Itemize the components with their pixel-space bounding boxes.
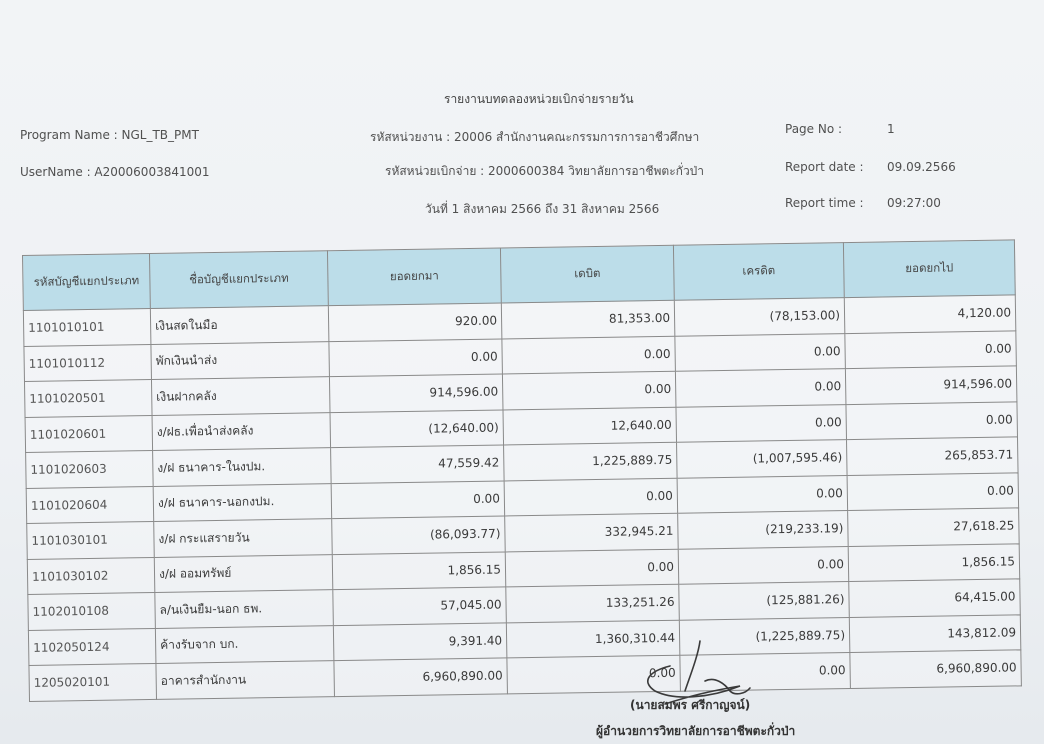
report-time-label: Report time : bbox=[785, 196, 864, 210]
cell-account-code: 1102050124 bbox=[28, 628, 156, 665]
cell-credit: 0.00 bbox=[677, 475, 848, 513]
disbursing-unit: รหัสหน่วยเบิกจ่าย : 2000600384 วิทยาลัยการอาชีพตะกั่วป่า bbox=[385, 164, 705, 178]
cell-debit: 0.00 bbox=[507, 655, 681, 693]
trial-balance-table bbox=[22, 239, 1022, 701]
cell-debit: 12,640.00 bbox=[503, 407, 677, 445]
page-no-value: 1 bbox=[887, 122, 895, 136]
cell-account-code: 1101020603 bbox=[26, 450, 154, 487]
cell-debit: 133,251.26 bbox=[506, 584, 680, 622]
col-header-credit: เครดิต bbox=[673, 243, 844, 301]
report-date-label: Report date : bbox=[785, 160, 864, 174]
page-no-label: Page No : bbox=[785, 122, 843, 136]
cell-closing-balance: 1,856.15 bbox=[848, 543, 1020, 581]
cell-account-code: 1101030101 bbox=[27, 521, 155, 558]
cell-debit: 81,353.00 bbox=[501, 300, 675, 338]
cell-closing-balance: 6,960,890.00 bbox=[850, 650, 1022, 688]
cell-credit: 0.00 bbox=[676, 404, 847, 442]
cell-credit: (219,233.19) bbox=[678, 511, 849, 549]
col-header-closing-balance: ยอดยกไป bbox=[843, 240, 1015, 298]
cell-credit: (1,007,595.46) bbox=[677, 440, 848, 478]
cell-debit: 0.00 bbox=[502, 371, 676, 409]
cell-closing-balance: 4,120.00 bbox=[844, 295, 1016, 333]
cell-account-name: ค้างรับจาก บก. bbox=[155, 625, 334, 663]
cell-account-name: ง/ฝ ธนาคาร-ในงปม. bbox=[153, 448, 332, 486]
cell-opening-balance: 0.00 bbox=[329, 338, 503, 376]
col-header-account-code: รหัสบัญชีแยกประเภท bbox=[23, 253, 151, 310]
cell-closing-balance: 143,812.09 bbox=[849, 614, 1021, 652]
cell-account-code: 1101010101 bbox=[23, 308, 151, 345]
cell-opening-balance: (86,093.77) bbox=[332, 516, 506, 554]
cell-opening-balance: 57,045.00 bbox=[333, 587, 507, 625]
cell-debit: 1,225,889.75 bbox=[504, 442, 678, 480]
col-header-opening-balance: ยอดยกมา bbox=[327, 248, 501, 306]
cell-opening-balance: 1,856.15 bbox=[332, 551, 506, 589]
cell-account-name: ง/ฝธ.เพื่อนำส่งคลัง bbox=[152, 412, 331, 450]
cell-account-name: ง/ฝ ออมทรัพย์ bbox=[154, 554, 333, 592]
cell-closing-balance: 265,853.71 bbox=[847, 437, 1019, 475]
cell-closing-balance: 0.00 bbox=[845, 330, 1017, 368]
col-header-account-name: ชื่อบัญชีแยกประเภท bbox=[149, 251, 328, 309]
cell-opening-balance: 6,960,890.00 bbox=[334, 658, 508, 696]
signatory-name: (นายสมพร ศรีกาญจน์) bbox=[630, 698, 751, 712]
col-header-debit: เดบิต bbox=[500, 245, 674, 303]
cell-account-code: 1101020604 bbox=[26, 486, 154, 523]
cell-debit: 0.00 bbox=[505, 549, 679, 587]
cell-account-name: ง/ฝ ธนาคาร-นอกงปม. bbox=[153, 483, 332, 521]
cell-account-code: 1101020501 bbox=[24, 379, 152, 416]
cell-account-code: 1102010108 bbox=[28, 592, 156, 629]
cell-closing-balance: 64,415.00 bbox=[849, 579, 1021, 617]
table-body bbox=[23, 295, 1021, 701]
cell-opening-balance: 920.00 bbox=[328, 303, 502, 341]
report-title: รายงานบทดลองหน่วยเบิกจ่ายรายวัน bbox=[444, 92, 634, 106]
cell-debit: 1,360,310.44 bbox=[506, 620, 680, 658]
cell-credit: 0.00 bbox=[675, 333, 846, 371]
cell-opening-balance: 47,559.42 bbox=[331, 445, 505, 483]
cell-credit: (1,225,889.75) bbox=[679, 617, 850, 655]
user-name: UserName : A20006003841001 bbox=[20, 165, 210, 179]
cell-account-code: 1205020101 bbox=[29, 663, 157, 700]
cell-debit: 0.00 bbox=[504, 478, 678, 516]
cell-account-name: อาคารสำนักงาน bbox=[156, 661, 335, 699]
report-date-value: 09.09.2566 bbox=[887, 160, 956, 174]
cell-closing-balance: 27,618.25 bbox=[848, 508, 1020, 546]
cell-account-name: ง/ฝ กระแสรายวัน bbox=[154, 519, 333, 557]
cell-credit: 0.00 bbox=[675, 369, 846, 407]
cell-credit: 0.00 bbox=[678, 546, 849, 584]
cell-account-name: พักเงินนำส่ง bbox=[151, 341, 330, 379]
cell-account-name: เงินสดในมือ bbox=[150, 306, 329, 344]
cell-opening-balance: 914,596.00 bbox=[329, 374, 503, 412]
program-name: Program Name : NGL_TB_PMT bbox=[20, 128, 199, 142]
cell-account-code: 1101010112 bbox=[24, 344, 152, 381]
report-time-value: 09:27:00 bbox=[887, 196, 941, 210]
date-range: วันที่ 1 สิงหาคม 2566 ถึง 31 สิงหาคม 2566 bbox=[425, 202, 660, 216]
cell-credit: (78,153.00) bbox=[674, 298, 845, 336]
cell-opening-balance: (12,640.00) bbox=[330, 409, 504, 447]
cell-closing-balance: 0.00 bbox=[846, 401, 1018, 439]
cell-credit: 0.00 bbox=[680, 653, 851, 691]
signatory-title: ผู้อำนวยการวิทยาลัยการอาชีพตะกั่วป่า bbox=[596, 724, 796, 738]
agency-code: รหัสหน่วยงาน : 20006 สำนักงานคณะกรรมการการอาชีวศึกษา bbox=[370, 130, 700, 144]
cell-opening-balance: 0.00 bbox=[331, 480, 505, 518]
cell-closing-balance: 914,596.00 bbox=[845, 366, 1017, 404]
cell-closing-balance: 0.00 bbox=[847, 472, 1019, 510]
cell-opening-balance: 9,391.40 bbox=[333, 622, 507, 660]
cell-account-name: เงินฝากคลัง bbox=[151, 377, 330, 415]
cell-account-name: ล/นเงินยืม-นอก ธพ. bbox=[155, 590, 334, 628]
cell-account-code: 1101030102 bbox=[27, 557, 155, 594]
cell-debit: 332,945.21 bbox=[505, 513, 679, 551]
cell-credit: (125,881.26) bbox=[679, 582, 850, 620]
cell-debit: 0.00 bbox=[502, 336, 676, 374]
cell-account-code: 1101020601 bbox=[25, 415, 153, 452]
